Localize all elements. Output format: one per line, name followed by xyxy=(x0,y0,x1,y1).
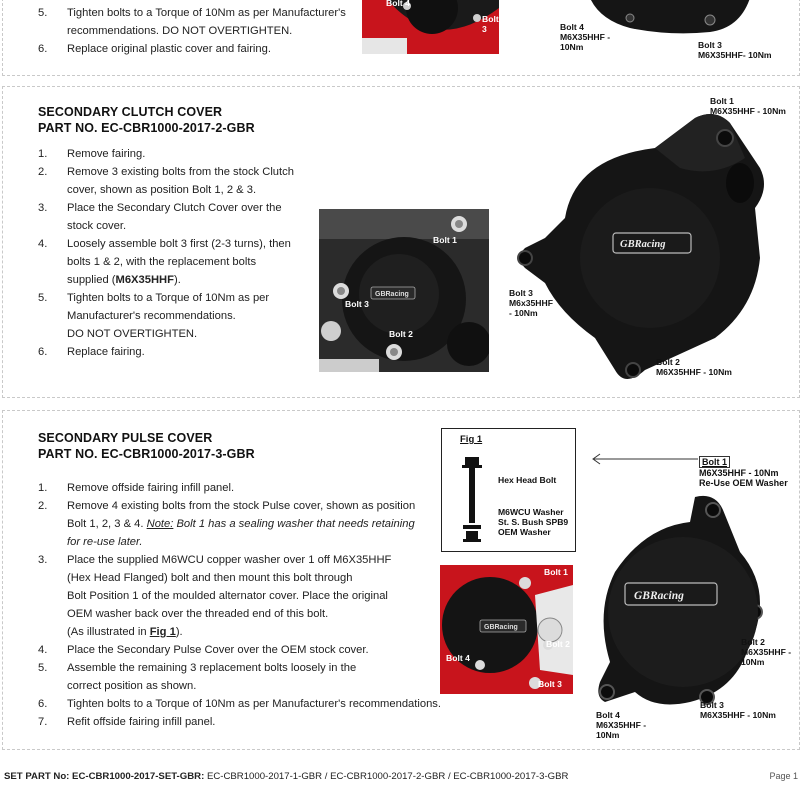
footer-set-part xyxy=(4,771,568,782)
step-number: 2. xyxy=(38,166,48,178)
section2-photo xyxy=(319,209,489,372)
step-number: 1. xyxy=(38,482,48,494)
step-text: Remove 3 existing bolts from the stock Clutch xyxy=(67,166,294,178)
step-item xyxy=(38,163,294,199)
section3-photo-art xyxy=(440,565,573,694)
step-item xyxy=(38,4,346,40)
fig1-hex-label: Hex Head Bolt xyxy=(498,475,557,485)
step-text: DO NOT OVERTIGHTEN. xyxy=(67,328,198,340)
step-text: OEM washer back over the threaded end of this bolt. xyxy=(67,608,329,620)
step-text: Tighten bolts to a Torque of 10Nm as per xyxy=(67,292,270,304)
step-text: Place the Secondary Clutch Cover over the xyxy=(67,202,282,214)
product-label-bolt4: Bolt 4 M6X35HHF - 10Nm xyxy=(596,710,647,740)
section1-photo xyxy=(362,0,499,54)
product-label-bolt2: Bolt 2 M6X35HHF - 10Nm xyxy=(656,357,732,377)
product-label-bolt1: Bolt 1 M6X35HHF - 10Nm Re-Use OEM Washer xyxy=(699,457,788,488)
svg-text:GBRacing: GBRacing xyxy=(375,291,409,298)
step-number: 7. xyxy=(38,716,48,728)
step-text: correct position as shown. xyxy=(67,680,197,692)
step-item xyxy=(38,713,441,731)
fig1-reference-link[interactable]: Fig 1 xyxy=(149,626,176,638)
step-number: 5. xyxy=(38,662,48,674)
step-text: bolts 1 & 2, with the replacement bolts xyxy=(67,256,257,268)
step-text: Replace fairing. xyxy=(67,346,145,358)
step-text: Replace original plastic cover and fairing. xyxy=(67,43,271,55)
step-text: Bolt Position 1 of the moulded alternator cover. Place the original xyxy=(67,590,388,602)
photo-label-bolt2: Bolt 2 xyxy=(546,639,570,649)
step-text: Refit offside fairing infill panel. xyxy=(67,716,216,728)
product-label-bolt3: Bolt 3 M6X35HHF- 10Nm xyxy=(698,40,772,60)
section3-product-image xyxy=(595,492,785,717)
photo-label-bolt3: Bolt 3 xyxy=(538,679,562,689)
step-number: 4. xyxy=(38,644,48,656)
photo-label-bolt2: Bolt 2 xyxy=(389,329,413,339)
step-item xyxy=(38,343,294,361)
step-text: Remove 4 existing bolts from the stock Pulse cover, shown as position xyxy=(67,500,416,512)
step-text: recommendations. DO NOT OVERTIGHTEN. xyxy=(67,25,293,37)
step-item xyxy=(38,199,294,235)
footer-part-list: EC-CBR1000-2017-1-GBR / EC-CBR1000-2017-2-GBR / EC-CBR1000-2017-3-GBR xyxy=(206,771,569,782)
section2-product-image xyxy=(515,108,775,393)
step-text: Tighten bolts to a Torque of 10Nm as per Manufacturer's xyxy=(67,7,346,19)
step-note: for re-use later. xyxy=(67,536,143,548)
product-label-bolt3: Bolt 3 M6x35HHF - 10Nm xyxy=(509,288,553,318)
photo-label-bolt3: Bolt 3 xyxy=(345,299,369,309)
step-number: 6. xyxy=(38,43,48,55)
step-number: 6. xyxy=(38,698,48,710)
step-item xyxy=(38,289,294,343)
step-text: Place the Secondary Pulse Cover over the OEM stock cover. xyxy=(67,644,369,656)
step-item xyxy=(38,659,441,695)
step-text: (Hex Head Flanged) bolt and then mount this bolt through xyxy=(67,572,353,584)
step-number: 4. xyxy=(38,238,48,250)
step-item xyxy=(38,235,294,289)
product-label-bolt3: Bolt 3 M6X35HHF - 10Nm xyxy=(700,700,776,720)
section2-title: SECONDARY CLUTCH COVER xyxy=(38,105,223,119)
product-label-bolt1: Bolt 1 M6X35HHF - 10Nm xyxy=(710,96,786,116)
section2-product-brand: GBRacing xyxy=(620,239,666,250)
step-number: 1. xyxy=(38,148,48,160)
step-text: cover, shown as position Bolt 1, 2 & 3. xyxy=(67,184,257,196)
section1-steps xyxy=(38,4,346,58)
step-item xyxy=(38,497,441,551)
footer-set-label: SET PART No: EC-CBR1000-2017-SET-GBR: xyxy=(4,771,205,782)
product-label-bolt4: Bolt 4 M6X35HHF - 10Nm xyxy=(560,22,611,52)
photo-label-bolt1: Bolt 1 xyxy=(544,567,568,577)
section2-photo-art xyxy=(319,209,489,372)
step-number: 5. xyxy=(38,7,48,19)
step-text: Place the supplied M6WCU copper washer over 1 off M6X35HHF xyxy=(67,554,392,566)
step-text: stock cover. xyxy=(67,220,127,232)
photo-label-bolt4: Bolt 4 xyxy=(386,0,410,8)
step-number: 2. xyxy=(38,500,48,512)
step-number: 3. xyxy=(38,202,48,214)
step-item xyxy=(38,40,346,58)
pointer-arrow-icon xyxy=(590,452,702,466)
fig1-box xyxy=(441,428,576,552)
step-item xyxy=(38,551,441,641)
svg-text:GBRacing: GBRacing xyxy=(484,624,518,631)
section3-title: SECONDARY PULSE COVER xyxy=(38,431,213,445)
photo-label-bolt4: Bolt 4 xyxy=(446,653,470,663)
step-text: Loosely assemble bolt 3 first (2-3 turns), then xyxy=(67,238,291,250)
step-item xyxy=(38,641,441,659)
section2-steps xyxy=(38,145,294,361)
fig1-title: Fig 1 xyxy=(460,434,483,445)
step-text: Manufacturer's recommendations. xyxy=(67,310,236,322)
step-text: (As illustrated in Fig 1). xyxy=(67,626,183,638)
step-number: 6. xyxy=(38,346,48,358)
photo-label-bolt3: Bolt 3 xyxy=(482,14,499,34)
fig1-washer-labels: M6WCU Washer St. S. Bush SPB9 OEM Washer xyxy=(498,507,569,537)
step-number: 3. xyxy=(38,554,48,566)
section2-part-number: PART NO. EC-CBR1000-2017-2-GBR xyxy=(38,121,255,135)
step-note: Bolt 1, 2, 3 & 4. Note: Bolt 1 has a sealing washer that needs retaining xyxy=(67,518,415,530)
photo-label-bolt1: Bolt 1 xyxy=(433,235,457,245)
step-item xyxy=(38,145,294,163)
section3-product-brand: GBRacing xyxy=(634,590,684,602)
section3-part-number: PART NO. EC-CBR1000-2017-3-GBR xyxy=(38,447,255,461)
fig1-bolt-drawing xyxy=(457,453,497,548)
page-number: Page 1 xyxy=(769,771,798,781)
step-text: Remove offside fairing infill panel. xyxy=(67,482,235,494)
step-text: Assemble the remaining 3 replacement bolts loosely in the xyxy=(67,662,357,674)
step-text: Tighten bolts to a Torque of 10Nm as per Manufacturer's recommendations. xyxy=(67,698,441,710)
step-item xyxy=(38,479,441,497)
section3-steps xyxy=(38,479,441,731)
section3-photo xyxy=(440,565,573,694)
product-label-bolt2: Bolt 2 M6X35HHF - 10Nm xyxy=(741,637,792,667)
section1-product-image xyxy=(590,0,760,38)
step-item xyxy=(38,695,441,713)
section1-photo-art xyxy=(362,0,499,54)
step-text: supplied (M6X35HHF). xyxy=(67,274,181,286)
step-number: 5. xyxy=(38,292,48,304)
step-text: Remove fairing. xyxy=(67,148,146,160)
